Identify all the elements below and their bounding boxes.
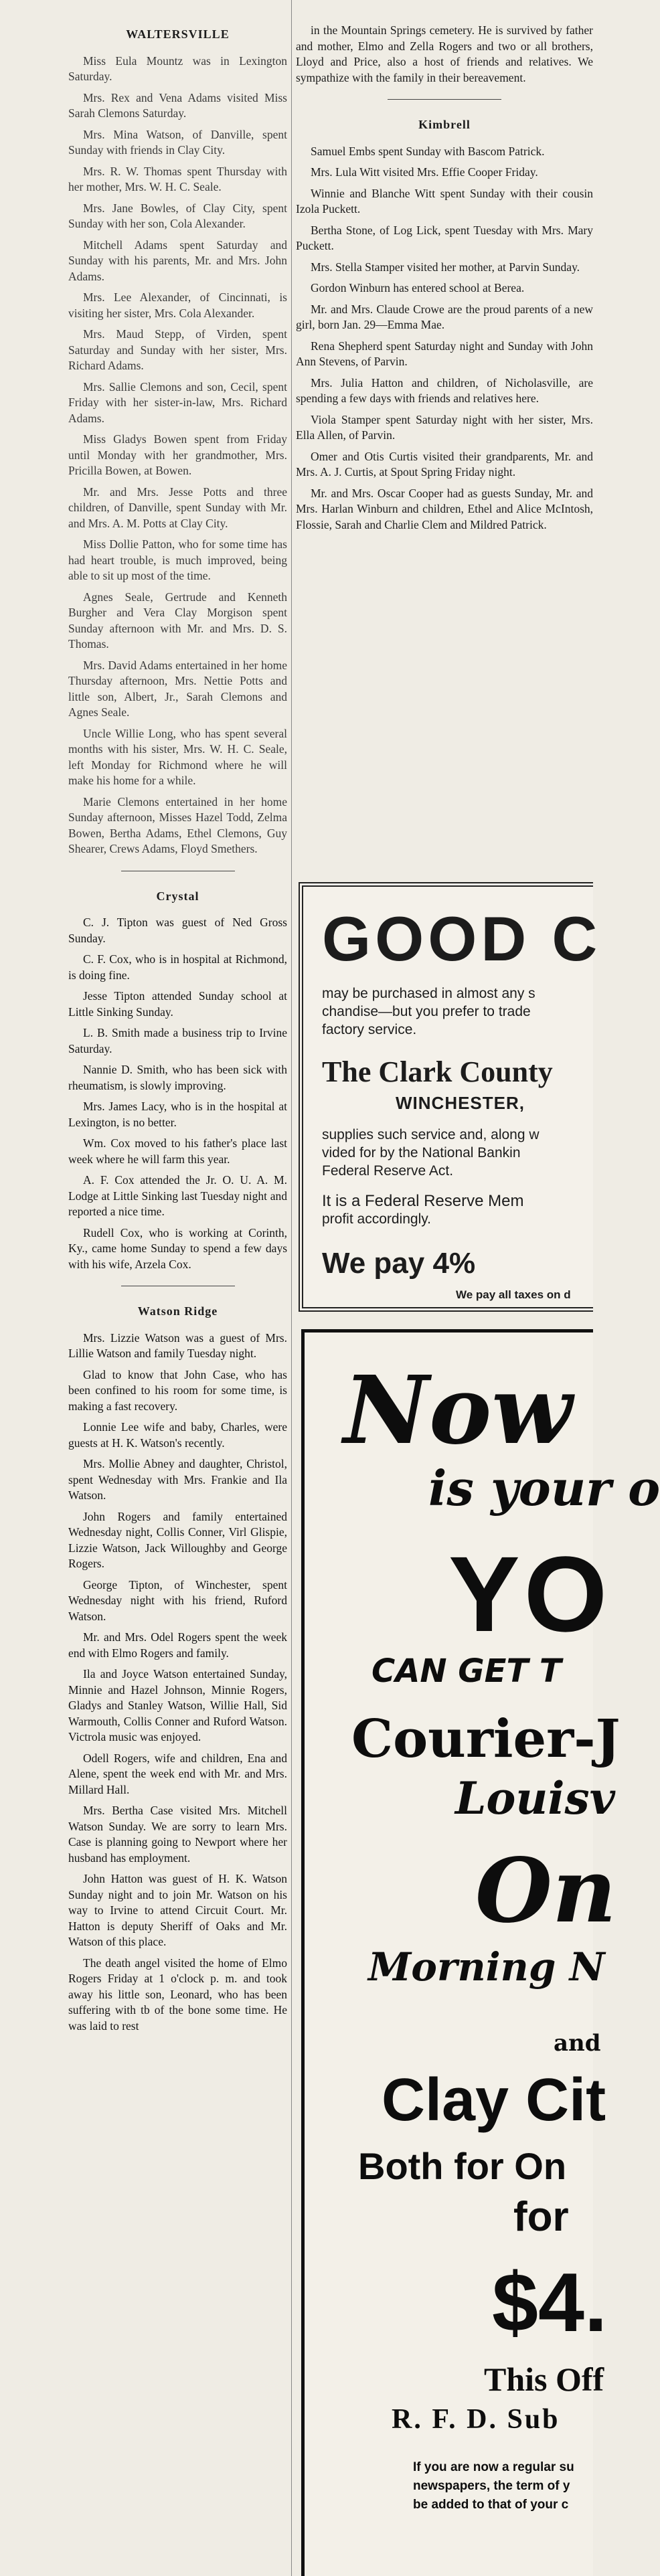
newspaper-subscription-advertisement xyxy=(301,1329,660,2576)
news-item: Mrs. R. W. Thomas spent Thursday with her mother, Mrs. W. H. C. Seale. xyxy=(68,164,287,193)
bank-ad-line: vided for by the National Bankin xyxy=(322,1145,521,1161)
news-item: Mr. and Mrs. Odel Rogers spent the week end with Elmo Rogers and family. xyxy=(68,1630,287,1660)
section-kimbrell xyxy=(296,117,593,533)
section-crystal xyxy=(68,889,287,1273)
news-item: in the Mountain Springs cemetery. He is survived by father and mother, Elmo and Zella Rogers and two or all brothers, Lloyd and Price, also a host of friends and relatives. We sympathize with the family in their bereavement. xyxy=(296,23,593,84)
ad-morning: Morning N xyxy=(368,1944,605,1990)
watson-ridge-items xyxy=(68,1330,287,2035)
news-item: Mr. and Mrs. Claude Crowe are the proud parents of a new girl, born Jan. 29—Emma Mae. xyxy=(296,302,593,331)
news-item: Wm. Cox moved to his father's place last week where he will farm this year. xyxy=(68,1136,287,1166)
ad-you: YO xyxy=(448,1534,612,1654)
left-column xyxy=(68,0,287,2039)
ad-clay-city: Clay Cit xyxy=(382,2067,606,2134)
obituary-items xyxy=(296,23,593,86)
news-item: Mitchell Adams spent Saturday and Sunday with his parents, Mr. and Mrs. John Adams. xyxy=(68,238,287,283)
crystal-items xyxy=(68,915,287,1272)
bank-ad-line: factory service. xyxy=(322,1022,417,1037)
news-item: Mrs. Mina Watson, of Danville, spent Sunday with friends in Clay City. xyxy=(68,127,287,157)
section-divider xyxy=(388,99,501,100)
bank-ad-line: chandise—but you prefer to trade xyxy=(322,1004,531,1019)
ad-price: $4. xyxy=(492,2257,608,2349)
news-item: Mrs. Maud Stepp, of Virden, spent Saturday and Sunday with her sister, Mrs. Richard Adams. xyxy=(68,327,287,372)
bank-city: WINCHESTER, xyxy=(396,1093,525,1113)
news-item: John Rogers and family entertained Wednesday night, Collis Conner, Virl Glispie, Lizzie Watson, Jack Willoughby and George Rogers. xyxy=(68,1509,287,1570)
news-item: Miss Eula Mountz was in Lexington Saturday. xyxy=(68,54,287,83)
section-heading-kimbrell: Kimbrell xyxy=(418,118,471,131)
news-item: Jesse Tipton attended Sunday school at Little Sinking Sunday. xyxy=(68,989,287,1019)
waltersville-items xyxy=(68,54,287,857)
bank-name: The Clark County xyxy=(322,1055,553,1088)
news-item: Lonnie Lee wife and baby, Charles, were guests at H. K. Watson's recently. xyxy=(68,1420,287,1450)
column-rule xyxy=(291,0,292,2576)
news-item: Mrs. Lula Witt visited Mrs. Effie Cooper Friday. xyxy=(311,165,538,179)
news-item: Gordon Winburn has entered school at Berea. xyxy=(311,281,525,294)
news-item: George Tipton, of Winchester, spent Wednesday night with his friend, Ruford Watson. xyxy=(68,1577,287,1623)
news-item: Marie Clemons entertained in her home Sunday afternoon, Misses Hazel Todd, Zelma Bowen, Bertha Adams, Ethel Clemons, Guy Shearer, Crews Adams, Floyd Smethers. xyxy=(68,794,287,855)
news-item: L. B. Smith made a business trip to Irvine Saturday. xyxy=(68,1026,287,1055)
right-column xyxy=(296,0,593,538)
ad-can-get: CAN GET T xyxy=(372,1652,562,1690)
bank-ad-line: may be purchased in almost any s xyxy=(322,986,535,1001)
news-item: Ila and Joyce Watson entertained Sunday, Minnie and Hazel Johnson, Minnie Rogers, Gladys and Stanley Watson, Willie Hall, Sid Warmouth, Collis Conner and Ruford Watson. Victrola music was enjoyed. xyxy=(68,1667,287,1743)
news-item: John Hatton was guest of H. K. Watson Sunday night and to join Mr. Watson on his way to Irvine to attend Circuit Court. Mr. Hatton is deputy Sheriff of Oaks and Mr. Watson of this place. xyxy=(68,1872,287,1948)
news-item: Mrs. Lizzie Watson was a guest of Mrs. Lillie Watson and family Tuesday night. xyxy=(68,1330,287,1360)
ad-louisville: Louisv xyxy=(455,1772,615,1824)
ad-and: and xyxy=(554,2030,601,2057)
news-item: Agnes Seale, Gertrude and Kenneth Burgher and Vera Clay Morgison spent Sunday afternoon with Mr. and Mrs. D. S. Thomas. xyxy=(68,590,287,651)
news-item: Mrs. Jane Bowles, of Clay City, spent Sunday with her son, Cola Alexander. xyxy=(68,201,287,230)
interest-rate-offer: We pay 4% xyxy=(322,1247,476,1280)
news-item: Mrs. David Adams entertained in her home Thursday afternoon, Mrs. Nettie Potts and little son, Albert, Jr., Sarah Clemons and Agnes Seale. xyxy=(68,658,287,719)
news-item: A. F. Cox attended the Jr. O. U. A. M. Lodge at Little Sinking last Tuesday night and reported a nice time. xyxy=(68,1173,287,1218)
news-item: Nannie D. Smith, who has been sick with rheumatism, is slowly improving. xyxy=(68,1063,287,1092)
news-item: Mrs. Julia Hatton and children, of Nicholasville, are spending a few days with friends and relatives here. xyxy=(296,375,593,405)
ad-is-your: is your o xyxy=(428,1460,660,1517)
news-item: Odell Rogers, wife and children, Ena and Alene, spent the week end with Mr. and Mrs. Millard Hall. xyxy=(68,1751,287,1796)
ad-for: for xyxy=(513,2194,569,2240)
news-item: Mrs. Sallie Clemons and son, Cecil, spent Friday with her sister-in-law, Mrs. Richard Adams. xyxy=(68,379,287,425)
news-item: Uncle Willie Long, who has spent several months with his sister, Mrs. W. H. C. Seale, left Monday for Richmond where he will make his home for a while. xyxy=(68,726,287,787)
bank-advertisement xyxy=(299,882,602,1312)
news-item: The death angel visited the home of Elmo Rogers Friday at 1 o'clock p. m. and took away his little son, Leonard, who has been suffering with tb of the bone some time. He was laid to rest xyxy=(68,1956,287,2033)
news-item: Mrs. Lee Alexander, of Cincinnati, is visiting her sister, Mrs. Cola Alexander. xyxy=(68,290,287,320)
ad-one: On xyxy=(475,1839,616,1943)
bank-ad-line: supplies such service and, along w xyxy=(322,1127,540,1142)
news-item: Mrs. Stella Stamper visited her mother, at Parvin Sunday. xyxy=(311,260,580,274)
ad-courier-journal: Courier-J xyxy=(351,1709,621,1770)
news-item: Mr. and Mrs. Oscar Cooper had as guests Sunday, Mr. and Mrs. Harlan Winburn and children, Ethel and Alice McIntosh, Flossie, Sarah and Charlie Clem and Mildred Patrick. xyxy=(296,486,593,531)
kimbrell-items xyxy=(296,144,593,533)
ad-fine-print: be added to that of your c xyxy=(413,2498,569,2512)
section-heading-watson-ridge: Watson Ridge xyxy=(137,1304,218,1318)
section-waltersville xyxy=(68,27,287,857)
news-item: C. F. Cox, who is in hospital at Richmond, is doing fine. xyxy=(68,952,287,982)
news-item: Mrs. Mollie Abney and daughter, Christol, spent Wednesday with Mrs. Frankie and Ila Watson. xyxy=(68,1457,287,1502)
news-item: Miss Gladys Bowen spent from Friday until Monday with her grandmother, Mrs. Pricilla Bowen, at Bowen. xyxy=(68,432,287,477)
ad-this-offer: This Off xyxy=(484,2360,604,2398)
news-item: Rudell Cox, who is working at Corinth, Ky., came home Sunday to spend a few days with his wife, Arzela Cox. xyxy=(68,1225,287,1271)
news-item: Winnie and Blanche Witt spent Sunday with their cousin Izola Puckett. xyxy=(296,186,593,216)
ad-rfd: R. F. D. Sub xyxy=(392,2404,560,2435)
ad-both-for: Both for On xyxy=(358,2145,567,2187)
ad-fine-print: newspapers, the term of y xyxy=(413,2479,570,2493)
news-item: Miss Dollie Patton, who for some time has had heart trouble, is much improved, being able to sit up most of the time. xyxy=(68,537,287,582)
ad-fine-print: If you are now a regular su xyxy=(413,2460,574,2474)
news-item: Mrs. Bertha Case visited Mrs. Mitchell Watson Sunday. We are sorry to learn Mrs. Case is planning going to Newport where her husband has employment. xyxy=(68,1804,287,1865)
news-item: Omer and Otis Curtis visited their grandparents, Mr. and Mrs. A. J. Curtis, at Spout Spring Friday night. xyxy=(296,449,593,479)
section-heading-crystal: Crystal xyxy=(156,889,199,903)
news-item: Viola Stamper spent Saturday night with her sister, Mrs. Ella Allen, of Parvin. xyxy=(296,412,593,442)
section-watson-ridge xyxy=(68,1304,287,2034)
bank-ad-line: Federal Reserve Act. xyxy=(322,1163,454,1179)
news-item: Rena Shepherd spent Saturday night and Sunday with John Ann Stevens, of Parvin. xyxy=(296,339,593,368)
bank-ad-line: profit accordingly. xyxy=(322,1211,432,1227)
bank-ad-taxes: We pay all taxes on d xyxy=(456,1288,571,1301)
bank-ad-line: It is a Federal Reserve Mem xyxy=(322,1192,524,1210)
news-item: Mrs. Rex and Vena Adams visited Miss Sarah Clemons Saturday. xyxy=(68,90,287,120)
news-item: C. J. Tipton was guest of Ned Gross Sunday. xyxy=(68,916,287,945)
section-obituary-continued xyxy=(296,23,593,86)
news-item: Bertha Stone, of Log Lick, spent Tuesday with Mrs. Mary Puckett. xyxy=(296,223,593,252)
news-item: Samuel Embs spent Sunday with Bascom Patrick. xyxy=(311,144,545,158)
bank-ad-headline: GOOD C xyxy=(322,904,602,974)
news-item: Mrs. James Lacy, who is in the hospital at Lexington, is no better. xyxy=(68,1100,287,1129)
news-item: Mr. and Mrs. Jesse Potts and three children, of Danville, spent Sunday with Mr. and Mrs. A. M. Potts at Clay City. xyxy=(68,485,287,530)
news-item: Glad to know that John Case, who has been confined to his room for some time, is making a fast recovery. xyxy=(68,1367,287,1413)
ad-now: Now xyxy=(343,1356,572,1466)
section-heading-waltersville: WALTERSVILLE xyxy=(126,27,230,41)
